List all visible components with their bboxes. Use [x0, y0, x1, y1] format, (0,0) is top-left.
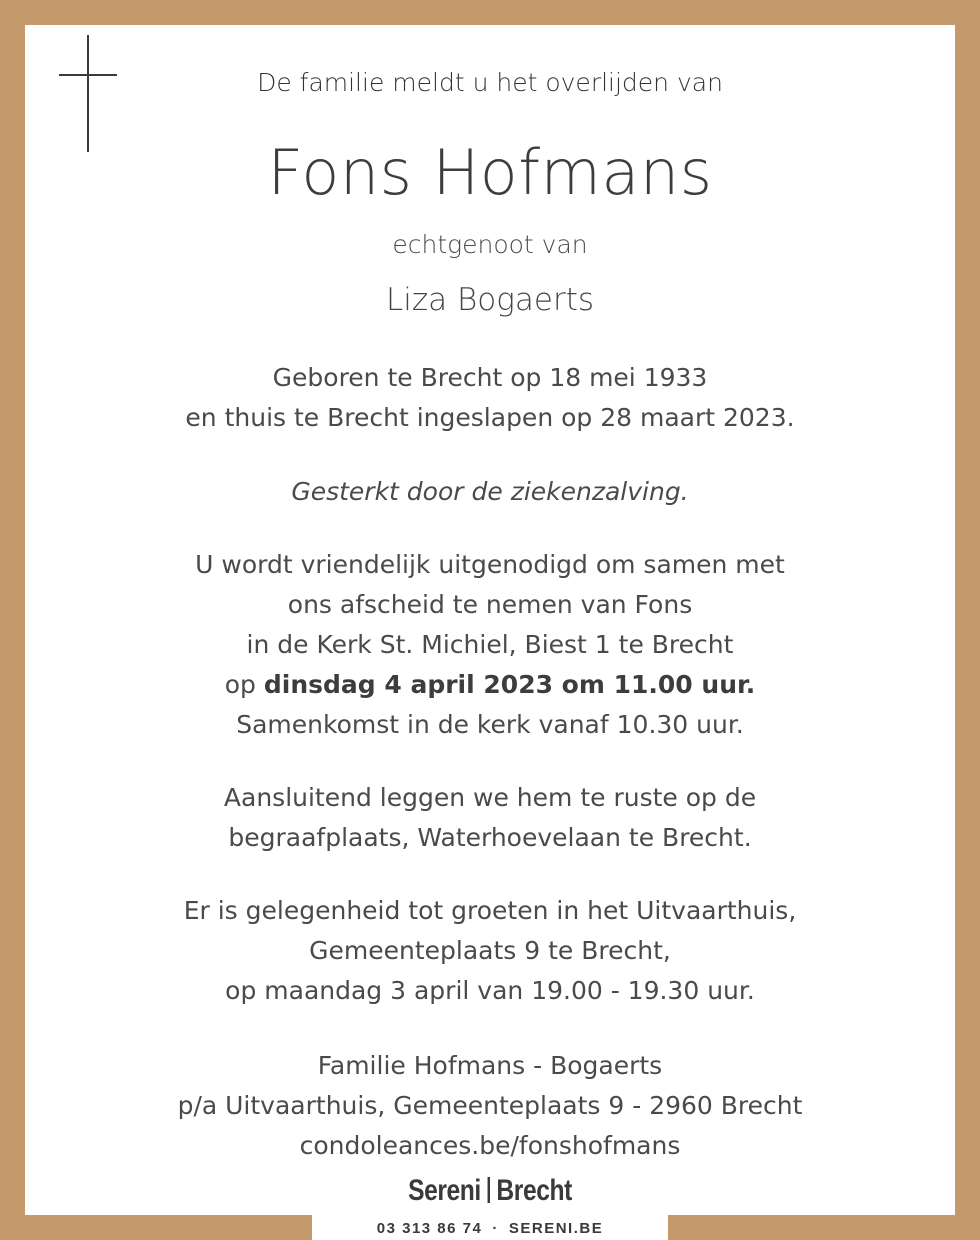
burial-line: begraafplaats, Waterhoevelaan te Brecht.	[228, 823, 752, 852]
invite-line: in de Kerk St. Michiel, Biest 1 te Brecht	[246, 630, 734, 659]
family-block	[0, 1046, 980, 1166]
invitation-block	[0, 545, 980, 745]
deceased-name: Fons Hofmans	[267, 136, 713, 209]
visitation-line: op maandag 3 april van 19.00 - 19.30 uur.	[225, 976, 755, 1005]
service-datetime: dinsdag 4 april 2023 om 11.00 uur.	[263, 670, 756, 699]
visitation-block	[0, 891, 980, 1011]
gathering-line: Samenkomst in de kerk vanaf 10.30 uur.	[236, 710, 744, 739]
brand-name: Sereni	[408, 1174, 481, 1207]
visitation-line: Gemeenteplaats 9 te Brecht,	[309, 936, 671, 965]
service-line	[0, 665, 980, 705]
brand-location: Brecht	[496, 1174, 572, 1207]
contact-separator: ·	[492, 1220, 499, 1237]
phone-number[interactable]: 03 313 86 74	[376, 1220, 483, 1237]
invite-line: ons afscheid te nemen van Fons	[287, 590, 693, 619]
birth-death-block	[0, 358, 980, 438]
birth-line: Geboren te Brecht op 18 mei 1933	[272, 363, 708, 392]
intro-text: De familie meldt u het overlijden van	[257, 68, 723, 97]
family-address: p/a Uitvaarthuis, Gemeenteplaats 9 - 2960 Brecht	[177, 1091, 803, 1120]
spouse-name: Liza Bogaerts	[386, 282, 594, 318]
death-line: en thuis te Brecht ingeslapen op 28 maart 2023.	[185, 403, 795, 432]
visitation-line: Er is gelegenheid tot groeten in het Uitvaarthuis,	[183, 896, 797, 925]
burial-line: Aansluitend leggen we hem te ruste op de	[223, 783, 757, 812]
burial-block	[0, 778, 980, 858]
website-link[interactable]: SERENI.BE	[508, 1220, 604, 1237]
contact-line	[0, 1220, 980, 1237]
brand-logo	[88, 1174, 892, 1208]
condolence-link[interactable]: condoleances.be/fonshofmans	[299, 1131, 681, 1160]
service-prefix: op	[224, 670, 264, 699]
family-name: Familie Hofmans - Bogaerts	[317, 1051, 663, 1080]
spouse-label: echtgenoot van	[392, 230, 588, 259]
brand-divider	[487, 1177, 489, 1203]
invite-line: U wordt vriendelijk uitgenodigd om samen met	[195, 550, 785, 579]
sacrament-text: Gesterkt door de ziekenzalving.	[291, 477, 689, 506]
